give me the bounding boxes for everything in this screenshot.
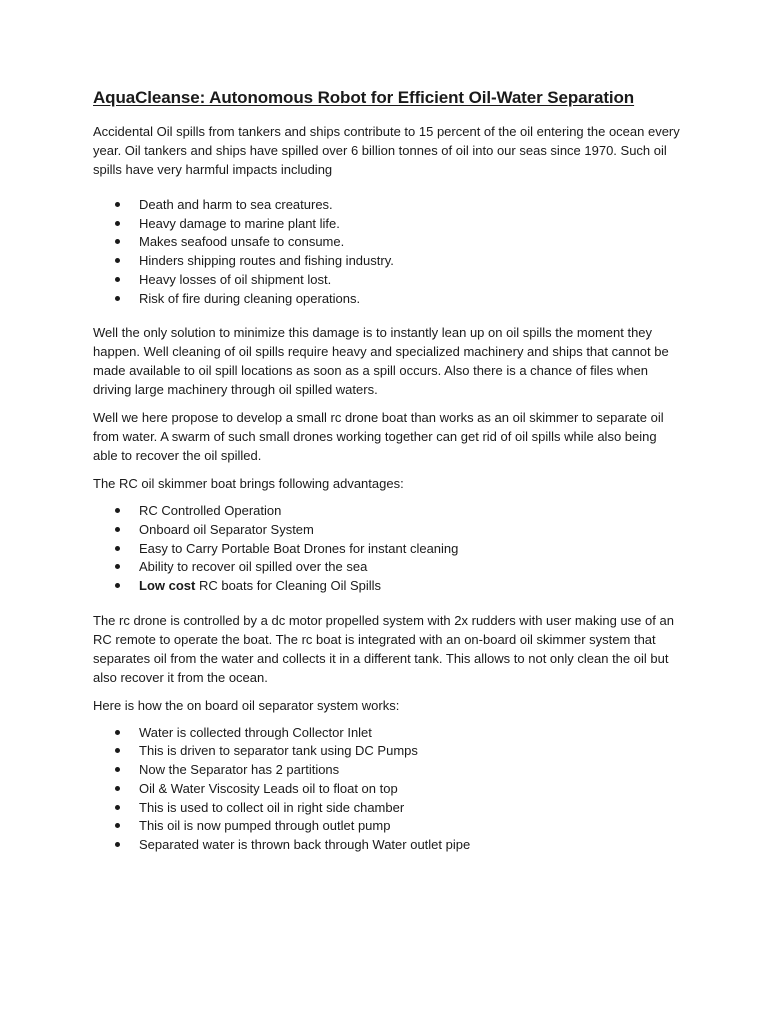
impacts-list: [93, 196, 683, 308]
bullet-icon: [115, 239, 120, 244]
bullet-icon: [115, 221, 120, 226]
list-item: This oil is now pumped through outlet pump: [93, 817, 683, 836]
list-item: Hinders shipping routes and fishing industry.: [93, 252, 683, 271]
list-item: Makes seafood unsafe to consume.: [93, 233, 683, 252]
bullet-icon: [115, 748, 120, 753]
proposal-paragraph: Well we here propose to develop a small rc drone boat than works as an oil skimmer to separate oil from water. A swarm of such small drones working together can get rid of oil spills while also being able to recover the oil spilled.: [93, 410, 664, 464]
list-item: Onboard oil Separator System: [93, 521, 683, 540]
list-item: Ability to recover oil spilled over the sea: [93, 558, 683, 577]
bullet-icon: [115, 277, 120, 282]
bullet-icon: [115, 583, 120, 588]
list-item: Now the Separator has 2 partitions: [93, 761, 683, 780]
bullet-icon: [115, 296, 120, 301]
intro-paragraph: Accidental Oil spills from tankers and ships contribute to 15 percent of the oil entering the ocean every year. Oil tankers and ships have spilled over 6 billion tonnes of oil into our seas since 1970. Such oil spills have very harmful impacts including: [93, 124, 680, 177]
document-title: AquaCleanse: Autonomous Robot for Efficient Oil-Water Separation: [93, 88, 635, 107]
list-item: Death and harm to sea creatures.: [93, 196, 683, 215]
list-item: This is used to collect oil in right side chamber: [93, 799, 683, 818]
bullet-icon: [115, 767, 120, 772]
list-item: This is driven to separator tank using DC Pumps: [93, 742, 683, 761]
bullet-icon: [115, 527, 120, 532]
list-item: Heavy losses of oil shipment lost.: [93, 271, 683, 290]
bullet-icon: [115, 564, 120, 569]
bullet-icon: [115, 786, 120, 791]
drone-paragraph: The rc drone is controlled by a dc motor propelled system with 2x rudders with user making use of an RC remote to operate the boat. The rc boat is integrated with an on-board oil skimmer system that separates oil from the water and collects it in a different tank. This allows to not only clean the oil but also recover it from the ocean.: [93, 612, 674, 685]
bullet-icon: [115, 202, 120, 207]
bullet-icon: [115, 823, 120, 828]
bullet-icon: [115, 508, 120, 513]
list-item: Risk of fire during cleaning operations.: [93, 290, 683, 309]
howto-paragraph: Here is how the on board oil separator system works:: [93, 697, 400, 713]
bullet-icon: [115, 546, 120, 551]
list-item: Water is collected through Collector Inlet: [93, 724, 683, 743]
document-page: [93, 88, 683, 870]
advantages-list: [93, 502, 683, 596]
bullet-icon: [115, 842, 120, 847]
bullet-icon: [115, 258, 120, 263]
low-cost-emphasis: Low cost: [139, 578, 196, 594]
bullet-icon: [115, 730, 120, 735]
list-item: RC Controlled Operation: [93, 502, 683, 521]
bullet-icon: [115, 805, 120, 810]
list-item: Oil & Water Viscosity Leads oil to float on top: [93, 780, 683, 799]
list-item: Separated water is thrown back through Water outlet pipe: [93, 836, 683, 855]
list-item: Low cost RC boats for Cleaning Oil Spills: [93, 577, 683, 596]
steps-list: [93, 724, 683, 855]
list-item: Easy to Carry Portable Boat Drones for instant cleaning: [93, 540, 683, 559]
solution-paragraph: Well the only solution to minimize this damage is to instantly lean up on oil spills the moment they happen. Well cleaning of oil spills require heavy and specialized machinery and ships that cannot be made available to oil spill locations as soon as a spill occurs. Also there is a chance of files when driving large machinery through oil spilled waters.: [93, 325, 669, 398]
list-item: Heavy damage to marine plant life.: [93, 215, 683, 234]
advantages-intro-paragraph: The RC oil skimmer boat brings following advantages:: [93, 476, 404, 492]
